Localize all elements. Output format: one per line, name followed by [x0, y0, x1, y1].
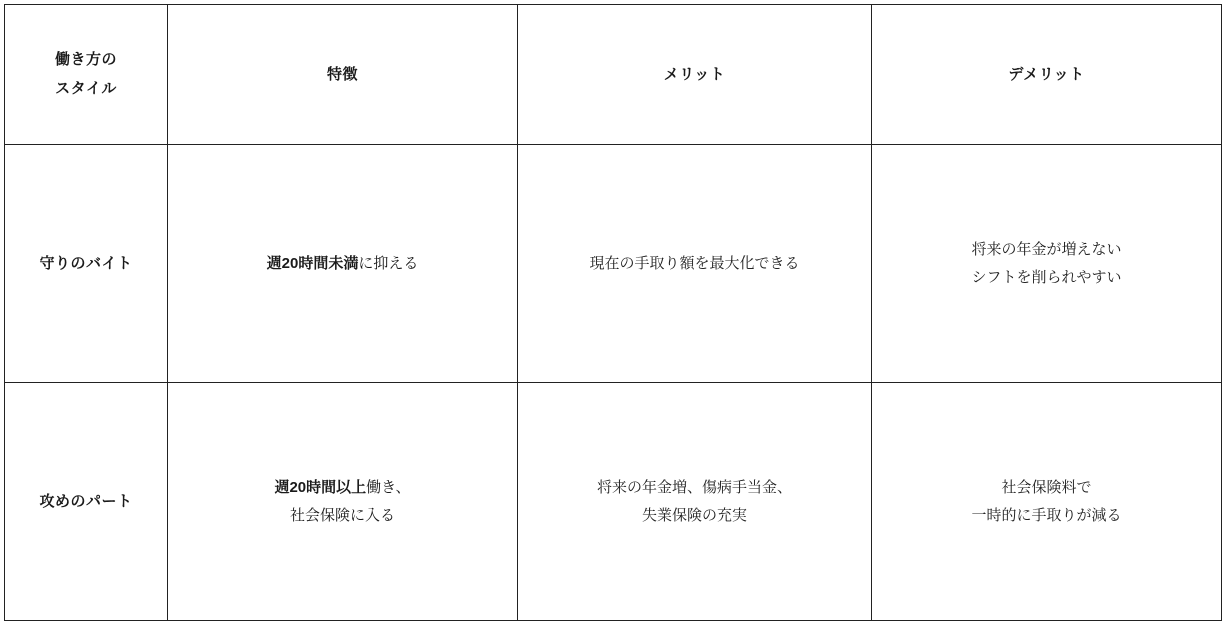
- cell-demerit-seme: [872, 383, 1222, 621]
- column-header-feature: 特徴: [168, 5, 518, 145]
- column-header-merit: メリット: [518, 5, 872, 145]
- cell-merit-seme-line1: 将来の年金増、傷病手当金、: [596, 478, 792, 496]
- column-header-style: [5, 5, 168, 145]
- cell-feature-seme-line2: 社会保険に入る: [289, 506, 395, 524]
- cell-feature-mamori-bold: 週20時間未満: [266, 254, 359, 272]
- column-header-style-line2: スタイル: [55, 79, 117, 97]
- cell-feature-seme-bold: 週20時間以上: [274, 478, 367, 496]
- cell-demerit-seme-line2: 一時的に手取りが減る: [971, 506, 1122, 524]
- cell-feature-mamori-rest: に抑える: [358, 254, 419, 272]
- cell-merit-seme-line2: 失業保険の充実: [641, 506, 747, 524]
- cell-merit-mamori-line1: 現在の手取り額を最大化できる: [589, 254, 800, 272]
- row-label-mamori: 守りのバイト: [5, 145, 168, 383]
- cell-feature-seme-rest: 働き、: [366, 478, 411, 496]
- row-label-seme: 攻めのパート: [5, 383, 168, 621]
- table-row: [5, 145, 1222, 383]
- cell-demerit-seme-line1: 社会保険料で: [1001, 478, 1092, 496]
- column-header-style-line1: 働き方の: [54, 51, 117, 68]
- column-header-demerit: デメリット: [872, 5, 1222, 145]
- cell-demerit-mamori-line2: シフトを削られやすい: [971, 268, 1122, 286]
- table-header-row: [5, 5, 1222, 145]
- cell-demerit-mamori: [872, 145, 1222, 383]
- cell-merit-seme: [518, 383, 872, 621]
- comparison-table: [4, 4, 1222, 621]
- cell-merit-mamori: [518, 145, 872, 383]
- cell-feature-seme: [168, 383, 518, 621]
- cell-feature-mamori: [168, 145, 518, 383]
- cell-demerit-mamori-line1: 将来の年金が増えない: [971, 240, 1122, 258]
- document-page: [0, 4, 1226, 624]
- table-row: [5, 383, 1222, 621]
